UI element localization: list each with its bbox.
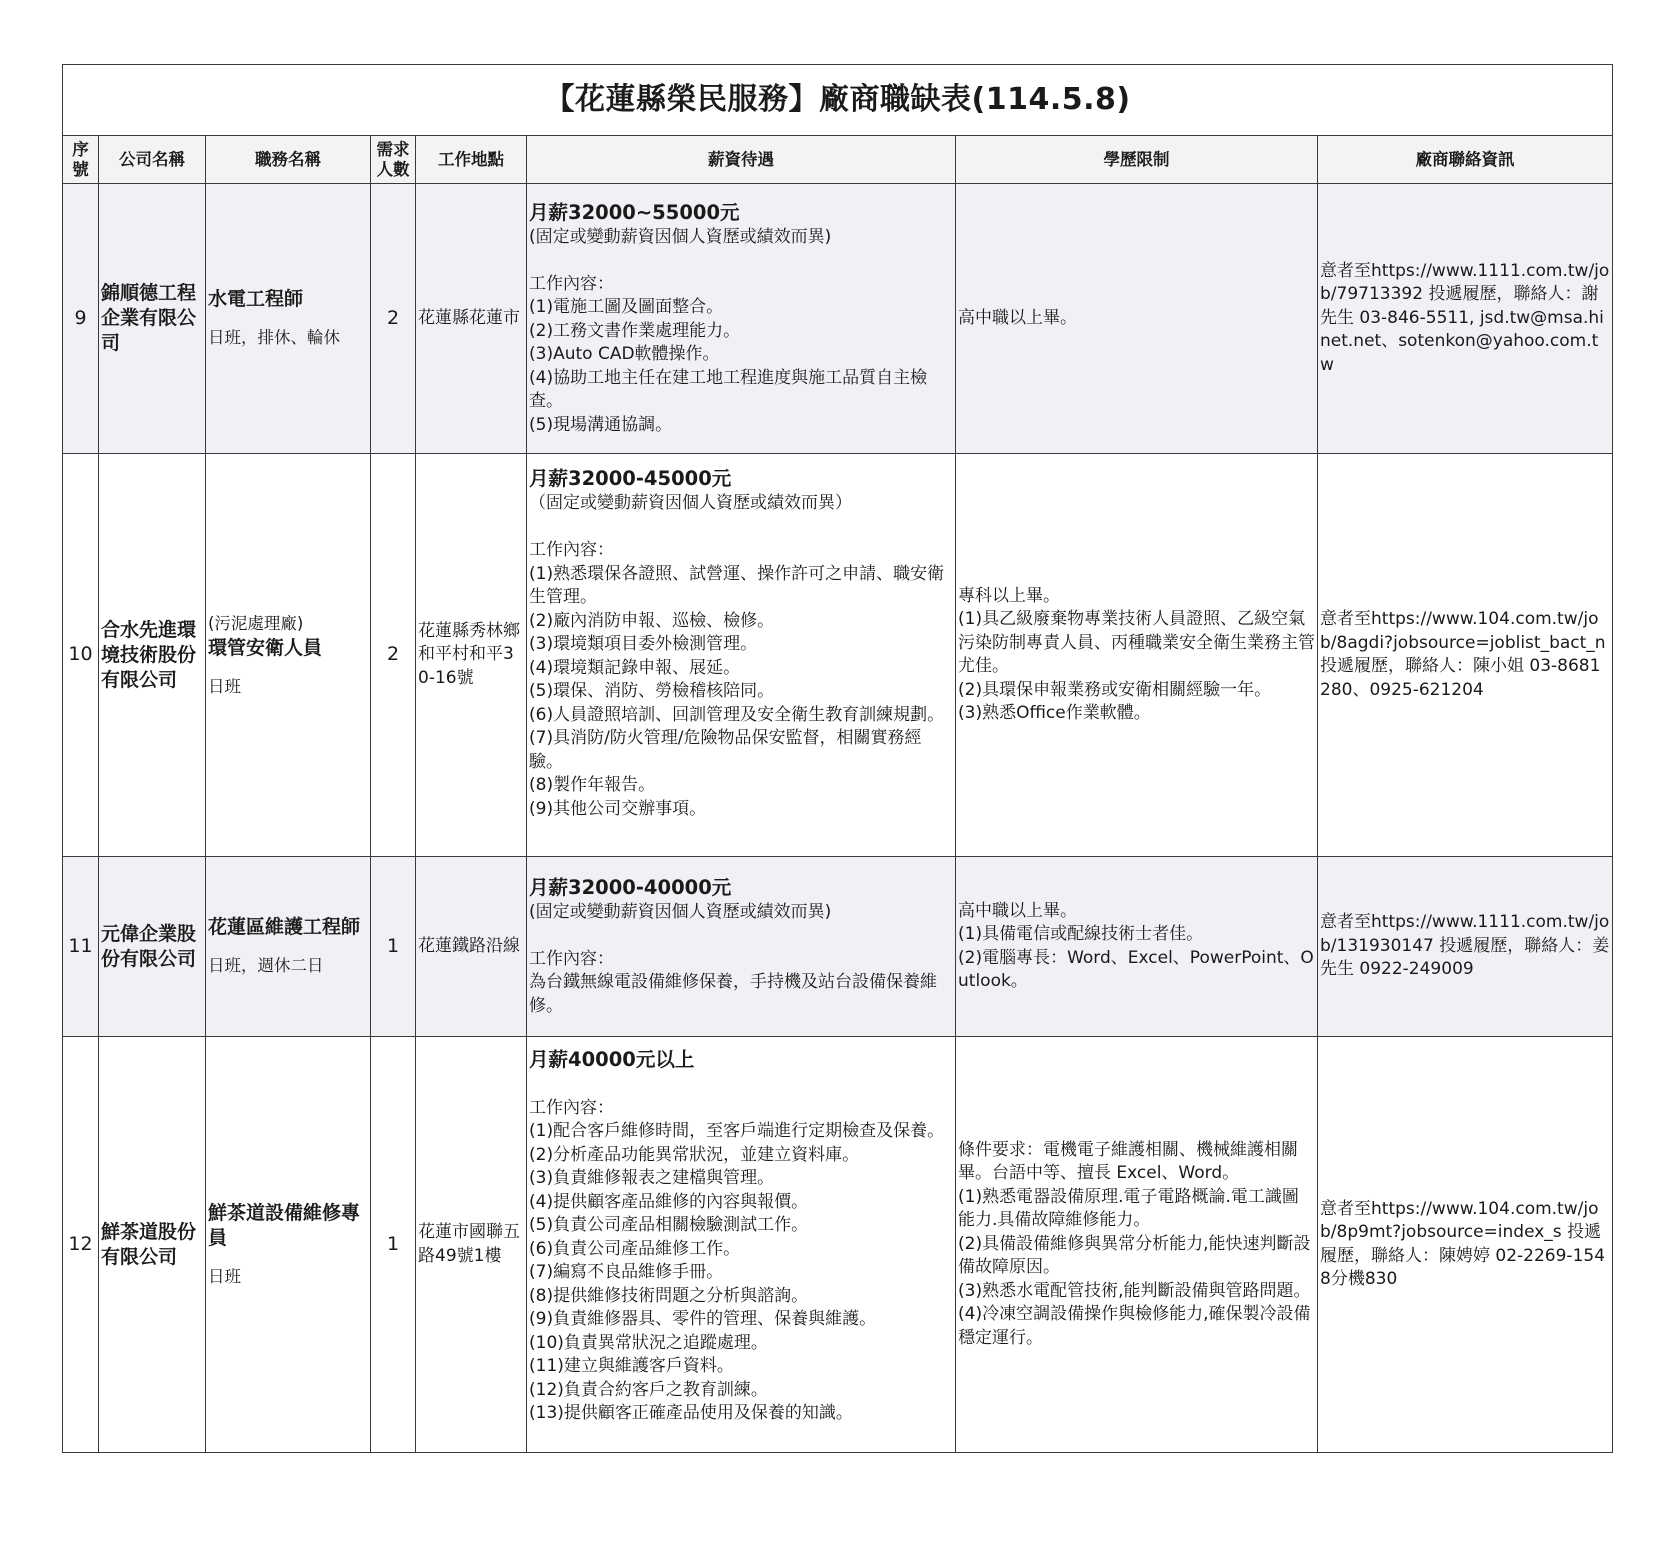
contact-info: 意者至https://www.1111.com.tw/job/79713392 投遞履歷，聯絡人：謝先生 03-846-5511, jsd.tw@msa.hinet.net、sotenkon@yahoo.com.tw <box>1318 184 1613 454</box>
job-shift: 日班，週休二日 <box>208 956 324 976</box>
vacancy-rows <box>63 184 1613 1453</box>
salary-detail-line: (3)Auto CAD軟體操作。 <box>529 344 720 365</box>
header-company: 公司名稱 <box>99 136 206 184</box>
salary-detail-line: (1)配合客戶維修時間，至客戶端進行定期檢查及保養。 <box>529 1121 945 1141</box>
header-seq: 序號 <box>63 136 99 184</box>
salary-detail-line: 工作內容： <box>529 540 614 560</box>
headcount: 2 <box>371 454 416 857</box>
header-salary: 薪資待遇 <box>527 136 956 184</box>
salary-detail-line: (8)製作年報告。 <box>529 775 656 795</box>
job-shift: 日班 <box>208 676 241 696</box>
salary-detail-line: (6)負責公司產品維修工作。 <box>529 1238 741 1259</box>
job-shift: 日班，排休、輪休 <box>208 328 340 348</box>
salary-detail-line: (10)負責異常狀況之追蹤處理。 <box>529 1332 768 1353</box>
salary-detail-line: (4)提供顧客產品維修的內容與報價。 <box>529 1191 809 1212</box>
salary-detail-line: (固定或變動薪資因個人資歷或績效而異) <box>529 901 832 922</box>
education-line: (1)具備電信或配線技術士者佳。 <box>958 924 1204 944</box>
vacancy-table <box>62 64 1613 1453</box>
salary-detail-line: 工作內容： <box>529 273 614 294</box>
education-cell <box>956 454 1318 857</box>
education-line: (1)熟悉電器設備原理.電子電路概論.電工識圖能力.具備故障維修能力。 <box>958 1186 1299 1231</box>
salary-detail-line: (5)環保、消防、勞檢稽核陪同。 <box>529 681 775 701</box>
salary-detail-line: (11)建立與維護客戶資料。 <box>529 1356 734 1376</box>
sheet-title: 【花蓮縣榮民服務】廠商職缺表(114.5.8) <box>63 65 1613 136</box>
job-title: 花蓮區維護工程師 <box>208 916 361 939</box>
table-row <box>63 184 1613 454</box>
contact-info: 意者至https://www.104.com.tw/job/8p9mt?jobsource=index_s 投遞履歷，聯絡人：陳娉婷 02-2269-1548分機830 <box>1318 1037 1613 1453</box>
salary-headline: 月薪32000-45000元 <box>529 467 732 490</box>
headcount: 2 <box>371 184 416 454</box>
job-title: 水電工程師 <box>208 288 304 311</box>
job-cell <box>206 1037 371 1453</box>
education-cell <box>956 857 1318 1037</box>
salary-detail-line: (13)提供顧客正確產品使用及保養的知識。 <box>529 1403 853 1423</box>
education-cell <box>956 1037 1318 1453</box>
education-line: (4)冷凍空調設備操作與檢修能力,確保製冷設備穩定運行。 <box>958 1304 1311 1348</box>
education-line: (2)具環保申報業務或安衛相關經驗一年。 <box>958 679 1272 700</box>
blank-line <box>529 1073 953 1097</box>
salary-detail-line: 工作內容： <box>529 948 614 969</box>
salary-detail-line: （固定或變動薪資因個人資歷或績效而異） <box>529 493 852 513</box>
job-cell <box>206 454 371 857</box>
job-note: (污泥處理廠) <box>208 614 304 633</box>
table-row <box>63 454 1613 857</box>
contact-info: 意者至https://www.104.com.tw/job/8agdi?jobsource=joblist_bact_n 投遞履歷，聯絡人：陳小姐 03-8681280、0925-621204 <box>1318 454 1613 857</box>
education-line: 條件要求：電機電子維護相關、機械維護相關畢。台語中等、擅長 Excel、Word。 <box>958 1139 1298 1184</box>
salary-detail-line: (2)工務文書作業處理能力。 <box>529 320 741 341</box>
education-line: (2)具備設備維修與異常分析能力,能快速判斷設備故障原因。 <box>958 1233 1311 1278</box>
salary-detail-line: (4)環境類記錄申報、展延。 <box>529 657 741 678</box>
header-job: 職務名稱 <box>206 136 371 184</box>
header-education: 學歷限制 <box>956 136 1318 184</box>
company-name: 錦順德工程企業有限公司 <box>99 184 206 454</box>
work-location: 花蓮縣花蓮市 <box>416 184 527 454</box>
company-name: 元偉企業股份有限公司 <box>99 857 206 1037</box>
blank-line <box>529 249 953 273</box>
salary-detail-line: (1)電施工圖及圖面整合。 <box>529 297 724 318</box>
header-count: 需求人數 <box>371 136 416 184</box>
job-shift: 日班 <box>208 1266 241 1286</box>
job-title: 環管安衛人員 <box>208 636 323 659</box>
salary-detail-line: (3)負責維修報表之建檔與管理。 <box>529 1168 775 1188</box>
salary-detail-line: (3)環境類項目委外檢測管理。 <box>529 634 758 654</box>
headcount: 1 <box>371 1037 416 1453</box>
salary-detail-line: (7)具消防/防火管理/危險物品保安監督，相關實務經驗。 <box>529 728 922 772</box>
work-location: 花蓮鐵路沿線 <box>416 857 527 1037</box>
blank-line <box>529 516 953 540</box>
salary-detail-line: (2)廠內消防申報、巡檢、檢修。 <box>529 610 775 631</box>
salary-detail-line: (7)編寫不良品維修手冊。 <box>529 1262 724 1282</box>
salary-headline: 月薪32000~55000元 <box>529 200 740 224</box>
salary-detail-line: (2)分析產品功能異常狀況，並建立資料庫。 <box>529 1144 860 1165</box>
header-location: 工作地點 <box>416 136 527 184</box>
row-seq: 9 <box>63 184 99 454</box>
blank-line <box>529 924 953 948</box>
salary-detail-line: (4)協助工地主任在建工地工程進度與施工品質自主檢查。 <box>529 367 928 412</box>
salary-cell <box>527 1037 956 1453</box>
salary-detail-line: (固定或變動薪資因個人資歷或績效而異) <box>529 226 832 247</box>
row-seq: 12 <box>63 1037 99 1453</box>
work-location: 花蓮縣秀林鄉和平村和平30-16號 <box>416 454 527 857</box>
job-cell <box>206 857 371 1037</box>
headcount: 1 <box>371 857 416 1037</box>
job-vacancy-sheet <box>62 64 1612 1453</box>
education-line: (2)電腦專長：Word、Excel、PowerPoint、Outlook。 <box>958 947 1314 991</box>
header-contact: 廠商聯絡資訊 <box>1318 136 1613 184</box>
education-line: (3)熟悉水電配管技術,能判斷設備與管路問題。 <box>958 1280 1311 1301</box>
salary-headline: 月薪40000元以上 <box>529 1048 695 1071</box>
row-seq: 10 <box>63 454 99 857</box>
education-line: (1)具乙級廢棄物專業技術人員證照、乙級空氣污染防制專責人員、丙種職業安全衛生業務主管尤佳。 <box>958 609 1315 676</box>
table-row <box>63 857 1613 1037</box>
salary-detail-line: 工作內容： <box>529 1097 614 1118</box>
salary-detail-line: (5)負責公司產品相關檢驗測試工作。 <box>529 1215 809 1235</box>
salary-detail-line: (1)熟悉環保各證照、試營運、操作許可之申請、職安衛生管理。 <box>529 563 945 607</box>
education-line: 高中職以上畢。 <box>958 900 1077 921</box>
education-cell <box>956 184 1318 454</box>
salary-detail-line: (9)負責維修器具、零件的管理、保養與維護。 <box>529 1309 877 1329</box>
salary-cell <box>527 184 956 454</box>
company-name: 鮮茶道股份有限公司 <box>99 1037 206 1453</box>
salary-headline: 月薪32000-40000元 <box>529 875 732 899</box>
education-line: 專科以上畢。 <box>958 585 1060 606</box>
salary-cell <box>527 857 956 1037</box>
company-name: 合水先進環境技術股份有限公司 <box>99 454 206 857</box>
education-line: 高中職以上畢。 <box>958 307 1077 328</box>
work-location: 花蓮市國聯五路49號1樓 <box>416 1037 527 1453</box>
salary-detail-line: (12)負責合約客戶之教育訓練。 <box>529 1379 768 1400</box>
salary-detail-line: (5)現場溝通協調。 <box>529 414 673 435</box>
salary-detail-line: 為台鐵無線電設備維修保養，手持機及站台設備保養維修。 <box>529 972 937 1016</box>
education-line: (3)熟悉Office作業軟體。 <box>958 703 1151 723</box>
contact-info: 意者至https://www.1111.com.tw/job/131930147 投遞履歷，聯絡人：姜先生 0922-249009 <box>1318 857 1613 1037</box>
salary-detail-line: (9)其他公司交辦事項。 <box>529 798 707 819</box>
row-seq: 11 <box>63 857 99 1037</box>
salary-cell <box>527 454 956 857</box>
salary-detail-line: (8)提供維修技術問題之分析與諮詢。 <box>529 1285 809 1306</box>
salary-detail-line: (6)人員證照培訓、回訓管理及安全衛生教育訓練規劃。 <box>529 704 945 725</box>
table-row <box>63 1037 1613 1453</box>
job-title: 鮮茶道設備維修專員 <box>208 1201 361 1249</box>
job-cell <box>206 184 371 454</box>
